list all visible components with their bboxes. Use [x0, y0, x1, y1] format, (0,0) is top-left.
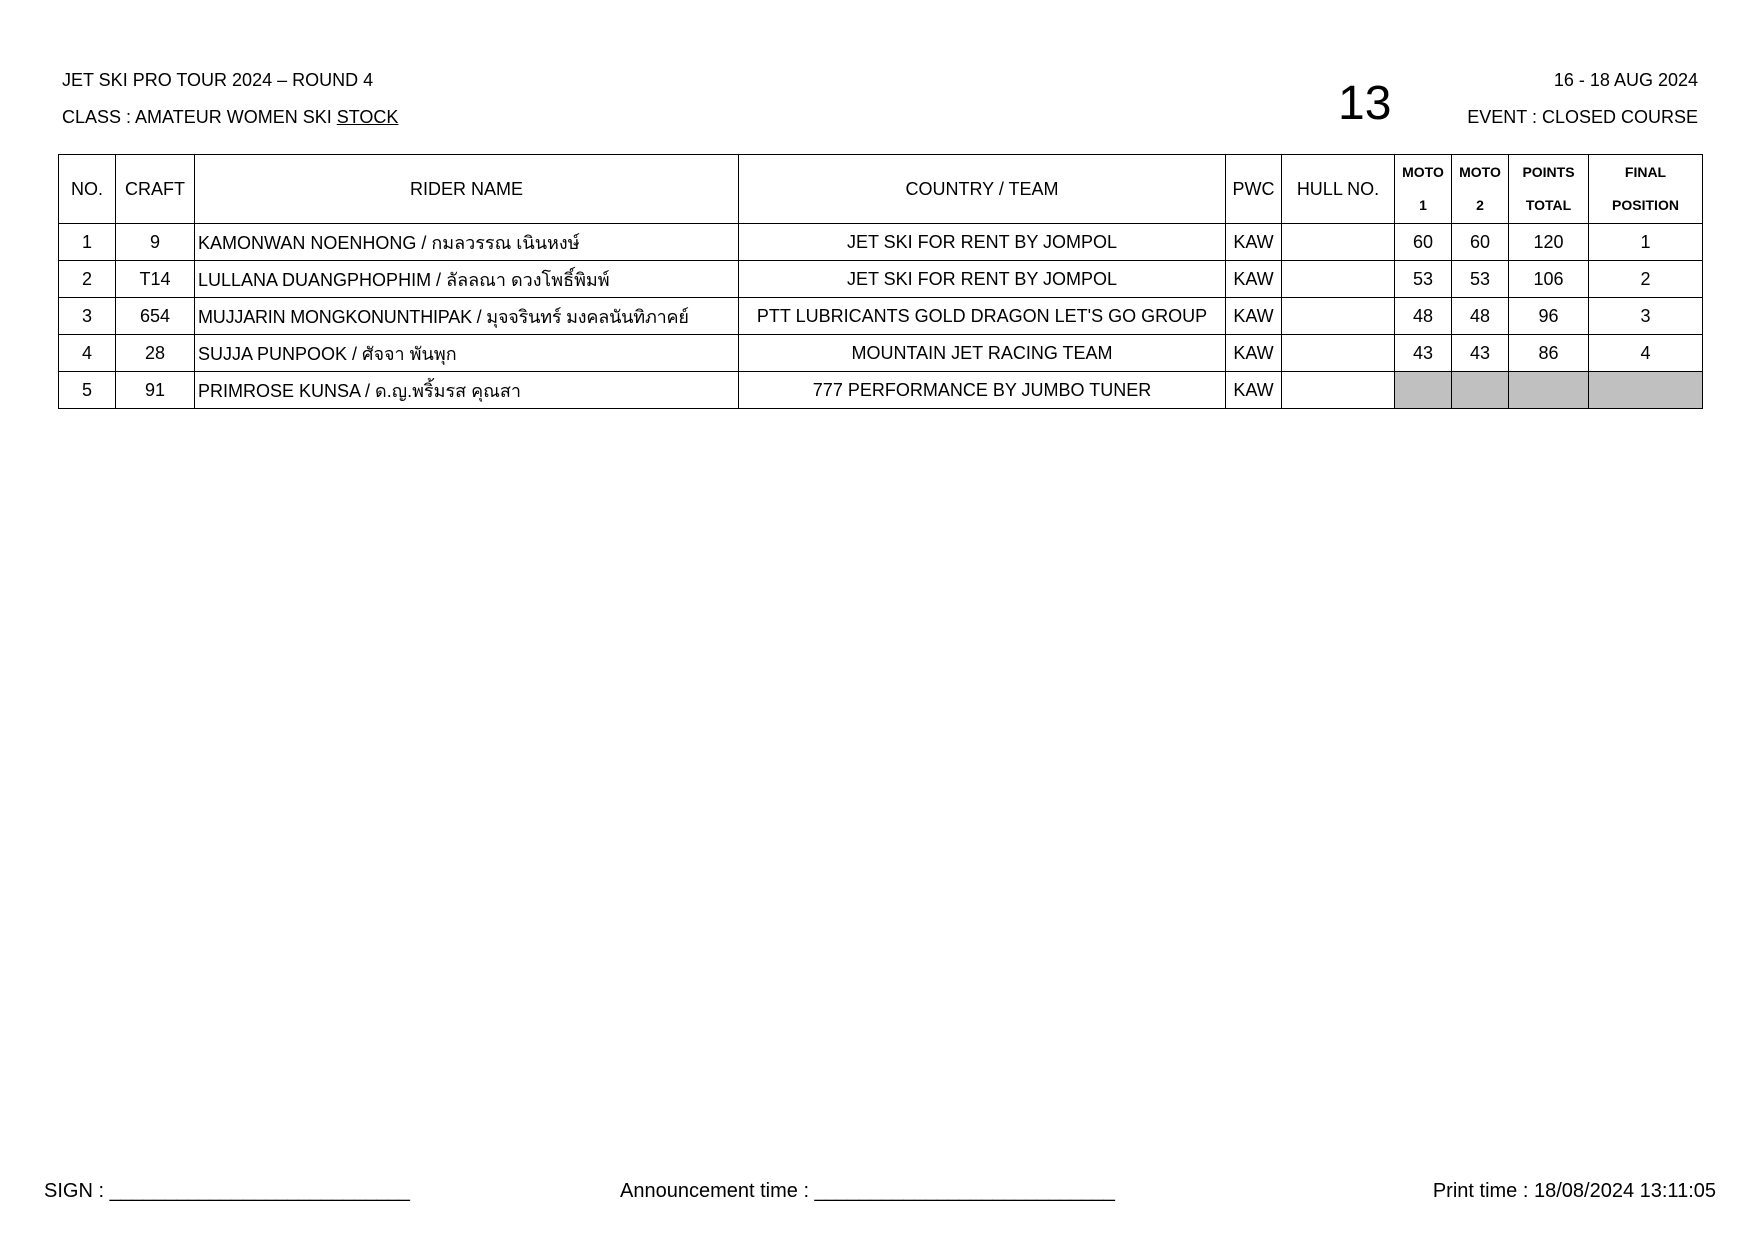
cell-craft: T14: [116, 261, 195, 298]
cell-hull: [1282, 298, 1395, 335]
col-moto-1: [1395, 155, 1452, 224]
cell-moto-1: 53: [1395, 261, 1452, 298]
col-pwc: PWC: [1226, 155, 1282, 224]
cell-final-position: 1: [1589, 224, 1703, 261]
event-title: JET SKI PRO TOUR 2024 – ROUND 4: [62, 70, 374, 90]
col-final-line2: POSITION: [1612, 197, 1679, 213]
cell-moto-1: 43: [1395, 335, 1452, 372]
cell-hull: [1282, 335, 1395, 372]
cell-team: 777 PERFORMANCE BY JUMBO TUNER: [739, 372, 1226, 409]
cell-pwc: KAW: [1226, 335, 1282, 372]
cell-points-total: 120: [1509, 224, 1589, 261]
cell-rider-name: PRIMROSE KUNSA / ด.ญ.พริ้มรส คุณสา: [195, 372, 739, 409]
col-moto-1-line1: MOTO: [1402, 164, 1444, 180]
col-moto-2-line2: 2: [1476, 197, 1484, 213]
table-row: [59, 335, 1703, 372]
col-final-line1: FINAL: [1624, 164, 1667, 180]
class-stock: STOCK: [336, 107, 399, 127]
col-points-total: [1509, 155, 1589, 224]
announcement-time-line: Announcement time : ___________________________: [620, 1180, 1115, 1202]
cell-points-total: 86: [1509, 335, 1589, 372]
cell-moto-2: 43: [1452, 335, 1509, 372]
col-points-line1: POINTS: [1522, 164, 1575, 180]
cell-moto-2: 53: [1452, 261, 1509, 298]
event-type: EVENT : CLOSED COURSE: [1467, 107, 1698, 127]
cell-rider-name: SUJJA PUNPOOK / ศัจจา พันพุก: [195, 335, 739, 372]
table-row: [59, 224, 1703, 261]
cell-pwc: KAW: [1226, 261, 1282, 298]
col-moto-2-line1: MOTO: [1459, 164, 1501, 180]
col-craft: CRAFT: [116, 155, 195, 224]
col-no: NO.: [59, 155, 116, 224]
col-country-team: COUNTRY / TEAM: [739, 155, 1226, 224]
table-row: [59, 261, 1703, 298]
cell-final-position: [1589, 372, 1703, 409]
table-row: [59, 372, 1703, 409]
cell-moto-2: 60: [1452, 224, 1509, 261]
cell-craft: 654: [116, 298, 195, 335]
cell-moto-2: [1452, 372, 1509, 409]
cell-final-position: 2: [1589, 261, 1703, 298]
col-hull-no: HULL NO.: [1282, 155, 1395, 224]
col-final-position: [1589, 155, 1703, 224]
sign-line: SIGN : ___________________________: [44, 1180, 410, 1202]
class-line: [62, 107, 398, 128]
sheet-number: 13: [1338, 77, 1392, 130]
cell-hull: [1282, 372, 1395, 409]
cell-no: 2: [59, 261, 116, 298]
table-header-row: [59, 155, 1703, 224]
cell-rider-name: KAMONWAN NOENHONG / กมลวรรณ เนินหงษ์: [195, 224, 739, 261]
cell-craft: 9: [116, 224, 195, 261]
cell-pwc: KAW: [1226, 298, 1282, 335]
cell-no: 3: [59, 298, 116, 335]
cell-craft: 28: [116, 335, 195, 372]
cell-hull: [1282, 224, 1395, 261]
cell-no: 1: [59, 224, 116, 261]
cell-moto-1: [1395, 372, 1452, 409]
cell-no: 5: [59, 372, 116, 409]
cell-no: 4: [59, 335, 116, 372]
cell-points-total: 106: [1509, 261, 1589, 298]
col-moto-2: [1452, 155, 1509, 224]
cell-team: MOUNTAIN JET RACING TEAM: [739, 335, 1226, 372]
cell-team: PTT LUBRICANTS GOLD DRAGON LET'S GO GROUP: [739, 298, 1226, 335]
cell-pwc: KAW: [1226, 224, 1282, 261]
cell-points-total: 96: [1509, 298, 1589, 335]
col-rider-name: RIDER NAME: [195, 155, 739, 224]
table-row: [59, 298, 1703, 335]
cell-rider-name: MUJJARIN MONGKONUNTHIPAK / มุจจรินทร์ มงคลนันทิภาคย์: [195, 298, 739, 335]
cell-moto-1: 60: [1395, 224, 1452, 261]
col-points-line2: TOTAL: [1525, 197, 1572, 213]
cell-pwc: KAW: [1226, 372, 1282, 409]
cell-points-total: [1509, 372, 1589, 409]
print-time: Print time : 18/08/2024 13:11:05: [1432, 1180, 1716, 1202]
cell-final-position: 3: [1589, 298, 1703, 335]
cell-final-position: 4: [1589, 335, 1703, 372]
cell-moto-1: 48: [1395, 298, 1452, 335]
col-moto-1-line2: 1: [1419, 197, 1427, 213]
cell-team: JET SKI FOR RENT BY JOMPOL: [739, 224, 1226, 261]
class-label: CLASS : AMATEUR WOMEN SKI: [62, 107, 337, 127]
results-table: [58, 154, 1703, 409]
cell-moto-2: 48: [1452, 298, 1509, 335]
event-dates: 16 - 18 AUG 2024: [1553, 70, 1698, 90]
cell-craft: 91: [116, 372, 195, 409]
cell-rider-name: LULLANA DUANGPHOPHIM / ลัลลณา ดวงโพธิ์พิมพ์: [195, 261, 739, 298]
cell-hull: [1282, 261, 1395, 298]
cell-team: JET SKI FOR RENT BY JOMPOL: [739, 261, 1226, 298]
